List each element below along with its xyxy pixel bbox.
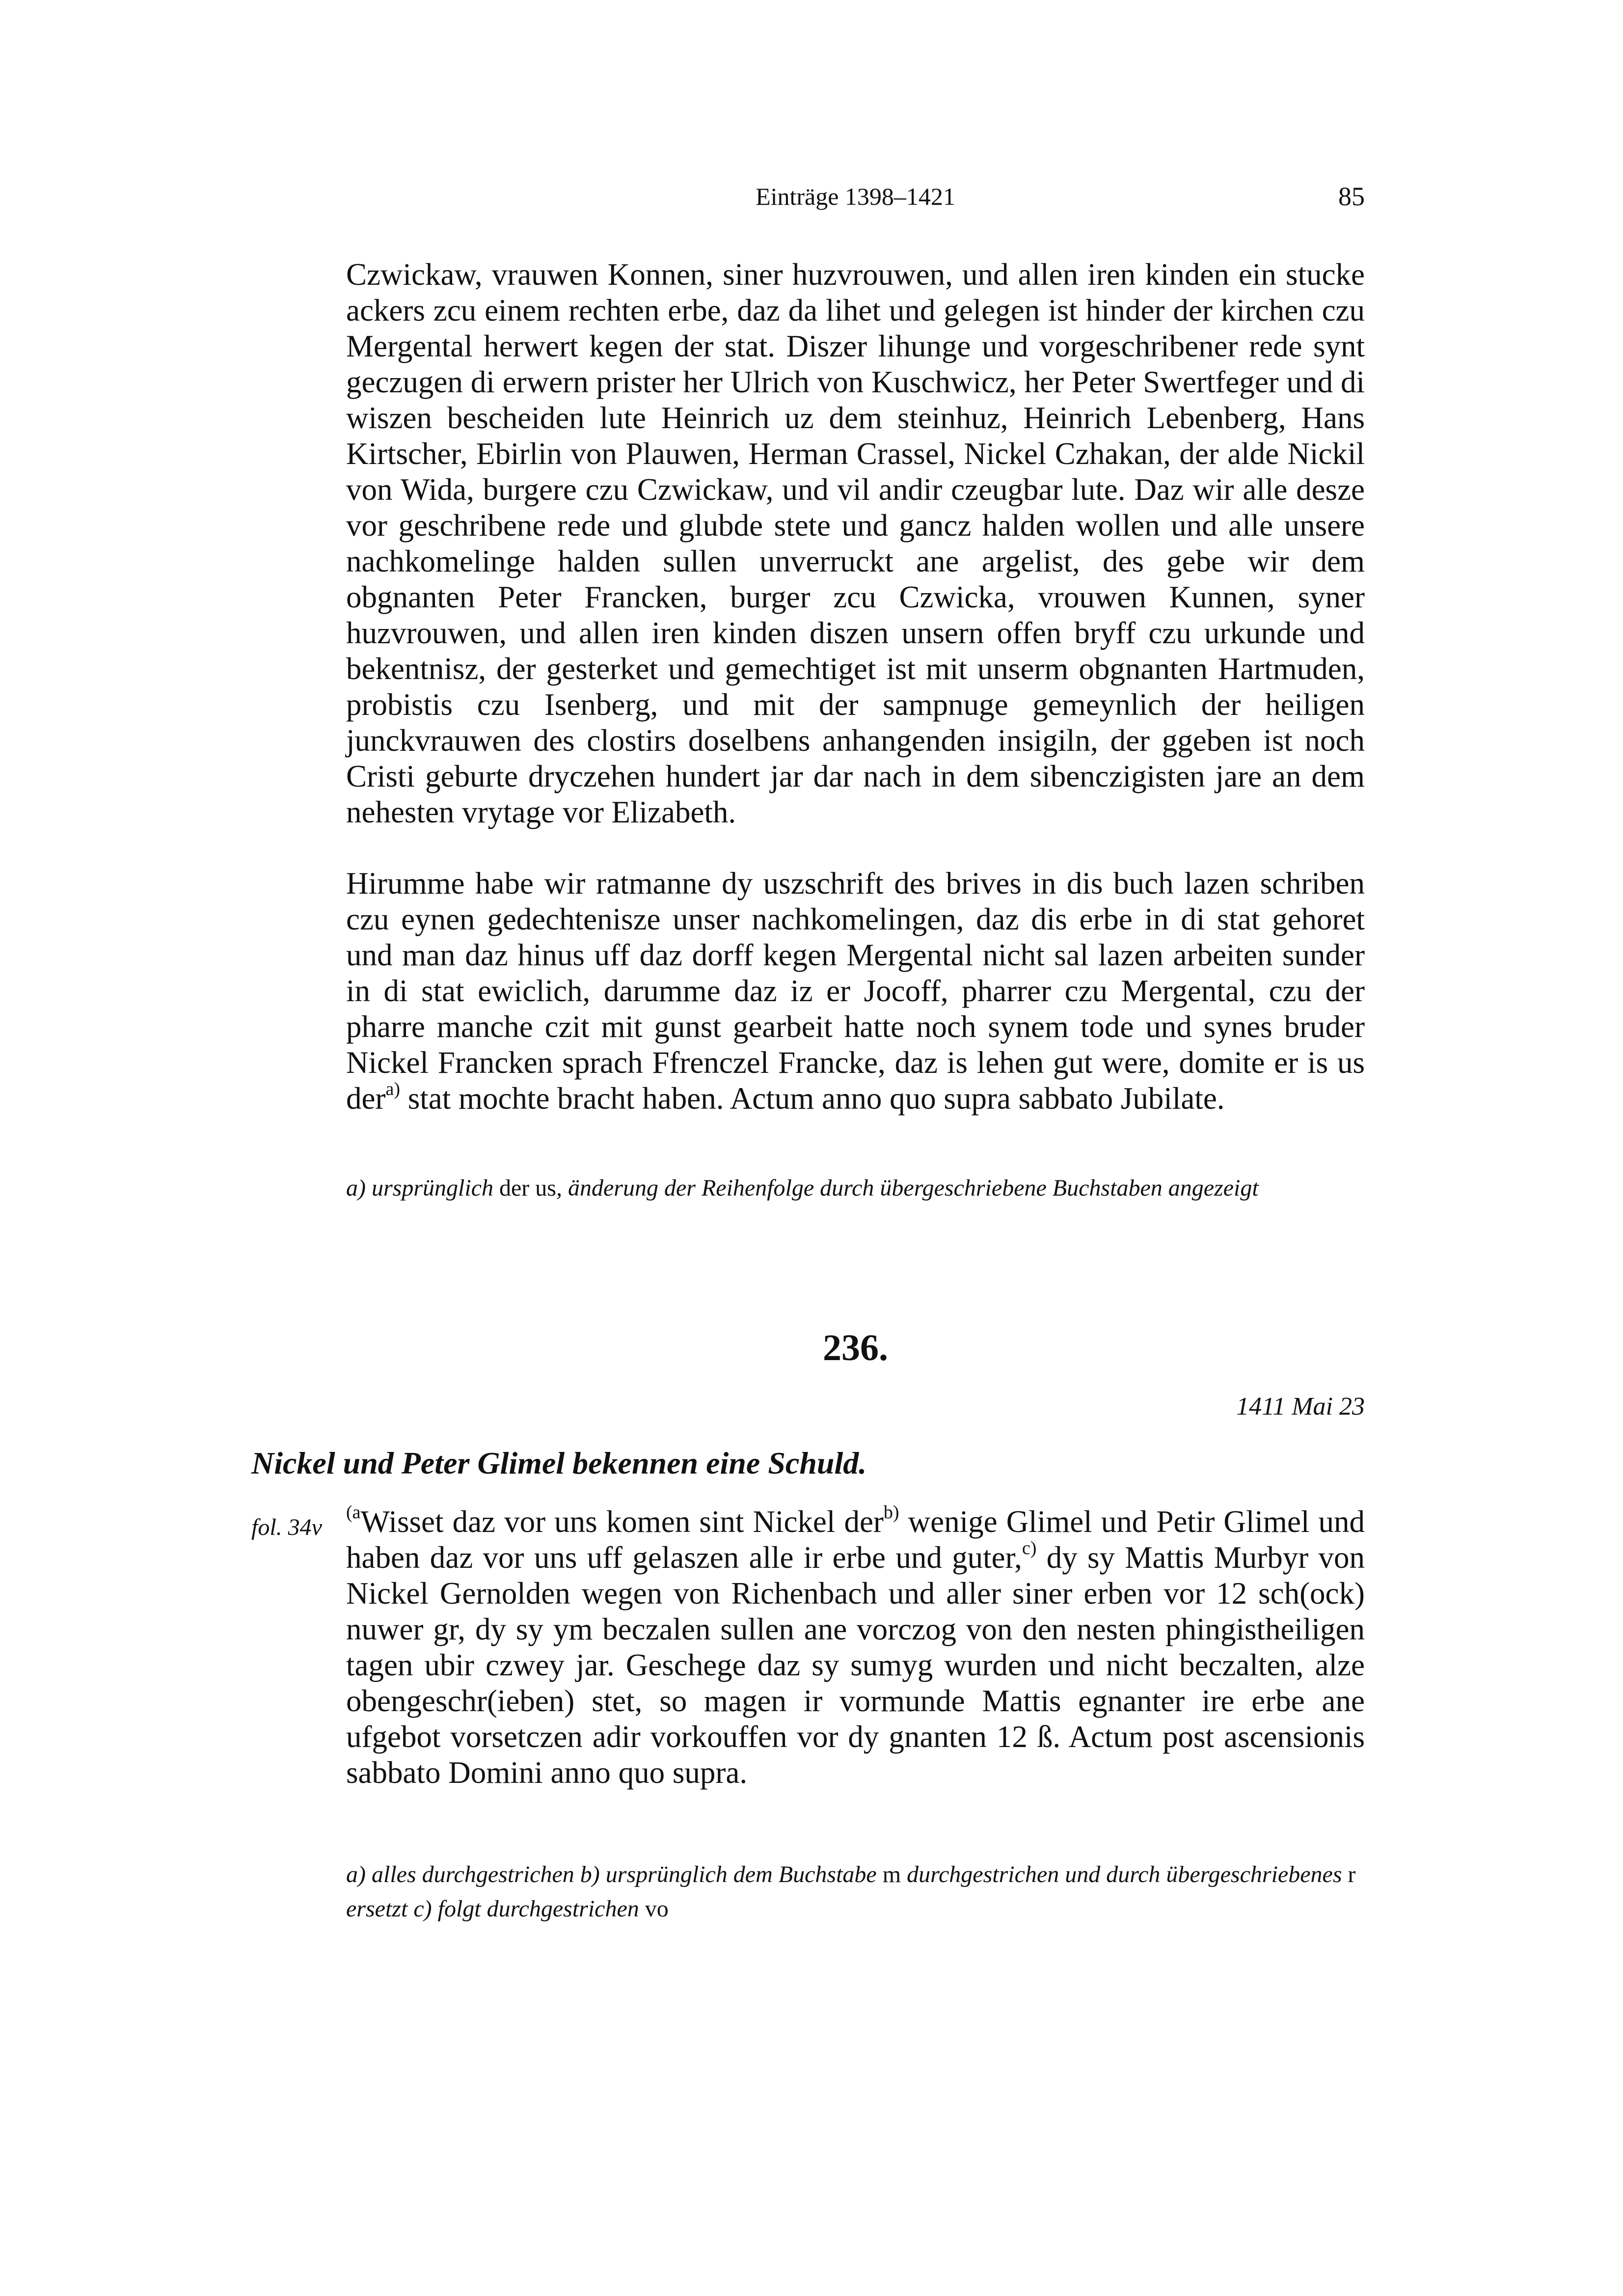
- paragraph-text: [346, 866, 1365, 1117]
- footnote-quoted-text: vo: [639, 1896, 669, 1922]
- footnote-block-235: [346, 1171, 1365, 1205]
- text-run: wenige Glimel und Petir Glimel und haben daz vor uns uff gelaszen alle ir erbe und guter,: [346, 1504, 1365, 1575]
- footnote-text: durchgestrichen und durch übergeschriebenes: [901, 1861, 1342, 1887]
- footnote-text: ersetzt: [346, 1896, 408, 1922]
- paragraph-text: Czwickaw, vrauwen Konnen, siner huzvrouwen, und allen iren kinden ein stucke ackers zcu einem rechten erbe, daz da lihet und gelegen ist hinder der kirchen czu Mergental herwert kegen der stat. Diszer lihunge und vorgeschribener rede synt geczugen di erwern prister her Ulrich von Kuschwicz, her Peter Swertfeger und di wiszen bescheiden lute Heinrich uz dem steinhuz, Heinrich Lebenberg, Hans Kirtscher, Ebirlin von Plauwen, Herman Crassel, Nickel Czhakan, der alde Nickil von Wida, burgere czu Czwickaw, und vil andir czeugbar lute. Daz wir alle desze vor geschribene rede und glubde stete und gancz halden wollen und alle unsere nachkomelinge halden sullen unverruckt ane argelist, des gebe wir dem obgnanten Peter Francken, burger zcu Czwicka, vrouwen Kunnen, syner huzvrouwen, und allen iren kinden diszen unsern offen bryff czu urkunde und bekentnisz, der gesterket und gemechtiget ist mit unserm obgnanten Hartmuden, probistis czu Isenberg, und mit der sampnuge gemeynlich der heiligen junckvrauwen des clostirs doselbens anhangenden insigiln, der ggeben ist noch Cristi geburte dryczehen hundert jar dar nach in dem sibenczigisten jare an dem nehesten vrytage vor Elizabeth.: [346, 257, 1365, 829]
- entry-235-paragraph-1: [346, 257, 1365, 830]
- footnote-marker-b: b): [883, 1502, 899, 1523]
- footnote-text: , änderung der Reihenfolge durch übergeschriebene Buchstaben angezeigt: [556, 1175, 1259, 1201]
- footnote-marker-c: c): [1022, 1538, 1037, 1558]
- footnote-marker-a: a): [385, 1079, 400, 1099]
- entry-235-paragraph-2: [346, 866, 1365, 1117]
- running-head: [346, 177, 1365, 216]
- footnote-marker-open-a: (a: [346, 1502, 361, 1523]
- entry-236-text: [346, 1504, 1365, 1791]
- footnote-a: a) alles durchgestrichen: [346, 1861, 574, 1887]
- text-run: Wisset daz vor uns komen sint Nickel der: [360, 1504, 884, 1539]
- footnote-b: b) ursprünglich dem Buchstabe: [574, 1861, 877, 1887]
- entry-heading: Nickel und Peter Glimel bekennen eine Schuld.: [251, 1446, 867, 1480]
- footnote-quoted-letter: r: [1342, 1861, 1356, 1887]
- text-run: Hirumme habe wir ratmanne dy uszschrift des brives in dis buch lazen schriben czu eynen gedechtenisze unser nachkomelingen, daz dis erbe in di stat gehoret und man daz hinus uff daz dorff kegen Mergental nicht sal lazen arbeiten sunder in di stat ewiclich, darumme daz iz er Jocoff, pharrer czu Mergental, czu der pharre manche czit mit gunst gearbeit hatte noch synem tode und synes bruder Nickel Francken sprach Ffrenczel Francke, daz is lehen gut were, domite er is us der: [346, 866, 1365, 1116]
- entry-number: 236.: [823, 1327, 888, 1368]
- page-number: 85: [1338, 182, 1365, 211]
- paragraph-text: [346, 1504, 1365, 1791]
- footnote-block-236: [346, 1858, 1365, 1926]
- footnote-c: c) folgt durchgestrichen: [407, 1896, 639, 1922]
- text-run: dy sy Mattis Murbyr von Nickel Gernolden wegen von Richenbach und aller siner erben vor 12 sch(ock) nuwer gr, dy sy ym beczalen sullen ane vorczog von den nesten phingistheiligen tagen ubir czwey jar. Geschege daz sy sumyg wurden und nicht beczalten, alze obengeschr(ieben) stet, so magen ir vormunde Mattis egnanter ire erbe ane ufgebot vorsetczen adir vorkouffen vor dy gnanten 12 ß. Actum post ascensionis sabbato Domini anno quo supra.: [346, 1540, 1365, 1790]
- text-run: stat mochte bracht haben. Actum anno quo supra sabbato Jubilate.: [400, 1081, 1225, 1116]
- folio-margin-note: fol. 34v: [251, 1514, 322, 1540]
- entry-date: 1411 Mai 23: [1236, 1393, 1365, 1421]
- footnote-quoted-letter: m: [876, 1861, 901, 1887]
- footnote-quoted-text: der us: [493, 1175, 556, 1201]
- running-title: Einträge 1398–1421: [756, 183, 955, 210]
- footnote-label: a) ursprünglich: [346, 1175, 493, 1201]
